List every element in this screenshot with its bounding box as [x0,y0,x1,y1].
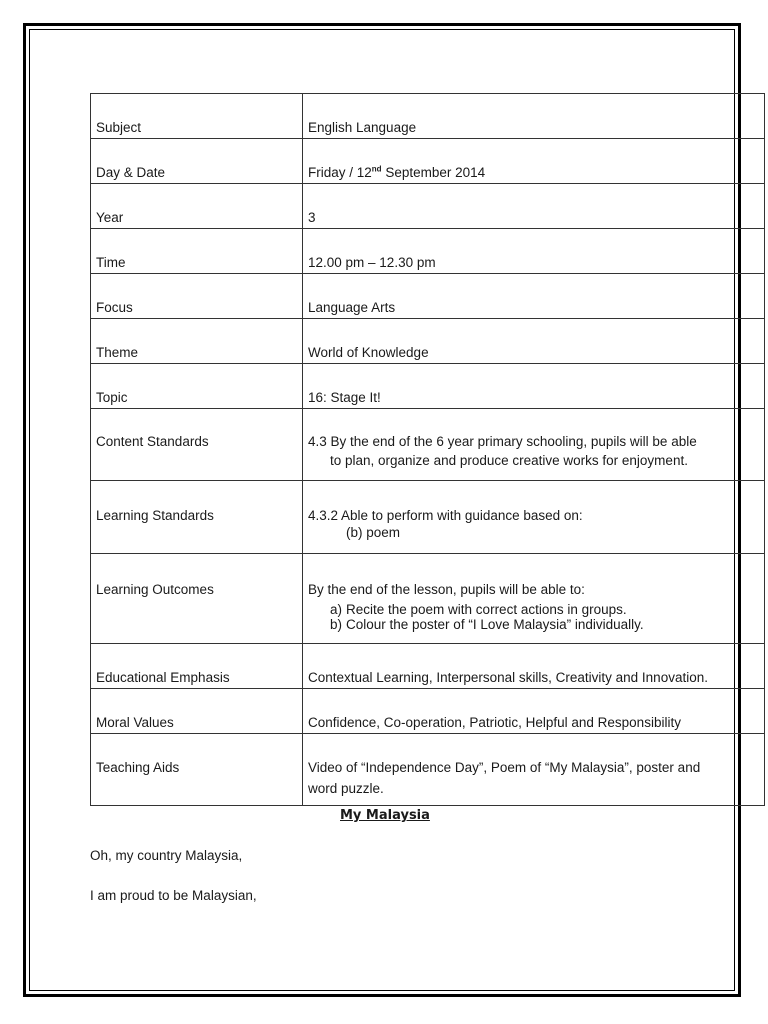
row-value: World of Knowledge [308,345,429,360]
label-cell [91,94,303,139]
value-cell [303,274,765,319]
date-text-rest: September 2014 [381,165,486,180]
value-cell [303,689,765,734]
value-cell [303,644,765,689]
value-cell [303,554,765,644]
row-label: Moral Values [96,715,174,730]
row-label: Educational Emphasis [96,670,230,685]
value-cell [303,94,765,139]
value-line: Video of “Independence Day”, Poem of “My Malaysia”, poster and [308,760,701,775]
row-value [308,409,759,468]
table-row-time [91,229,765,274]
row-label: Teaching Aids [96,760,180,775]
list-marker: a) [330,602,343,617]
label-cell [91,554,303,644]
row-value [308,554,759,632]
value-cell [303,364,765,409]
label-cell [91,644,303,689]
lesson-plan-table [90,93,765,806]
row-label: Subject [96,120,142,135]
row-label: Year [96,210,124,225]
value-cell [303,229,765,274]
row-label: Theme [96,345,139,360]
value-line: word puzzle. [308,781,384,796]
table-row-date [91,139,765,184]
label-cell [91,274,303,319]
row-value: 3 [308,210,316,225]
row-value: 16: Stage It! [308,390,381,405]
label-cell [91,481,303,554]
list-item-text: Colour the poster of “I Love Malaysia” individually. [346,617,644,632]
value-line: to plan, organize and produce creative works for enjoyment. [330,453,688,468]
row-label: Time [96,255,126,270]
row-value: 12.00 pm – 12.30 pm [308,255,436,270]
row-value: Language Arts [308,300,396,315]
table-row-learning-outcomes [91,554,765,644]
list-item-text: Recite the poem with correct actions in groups. [346,602,627,617]
row-label: Content Standards [96,434,209,449]
label-cell [91,734,303,806]
date-text: Friday / 12 [308,165,372,180]
label-cell [91,319,303,364]
value-cell [303,319,765,364]
value-cell [303,139,765,184]
row-value: English Language [308,120,417,135]
value-line: 4.3 By the end of the 6 year primary schooling, pupils will be able [308,434,697,449]
row-value [308,734,759,796]
outcomes-list [308,602,759,632]
table-row-teaching-aids [91,734,765,806]
table-row-learning-standards [91,481,765,554]
value-line: 4.3.2 Able to perform with guidance based on: [308,508,583,523]
value-cell [303,734,765,806]
value-cell [303,184,765,229]
row-value [308,481,759,540]
row-label: Topic [96,390,128,405]
label-cell [91,409,303,481]
row-label: Learning Standards [96,508,214,523]
row-value: Contextual Learning, Interpersonal skills, Creativity and Innovation. [308,670,708,685]
table-row-subject [91,94,765,139]
value-cell [303,409,765,481]
value-cell [303,481,765,554]
table-row-focus [91,274,765,319]
list-marker: b) [330,617,343,632]
table-row-year [91,184,765,229]
row-label: Focus [96,300,133,315]
label-cell [91,229,303,274]
date-ordinal-suffix: nd [371,164,382,174]
label-cell [91,689,303,734]
list-item [330,617,759,632]
poem-title: My Malaysia [340,808,430,823]
value-line: (b) poem [346,525,401,540]
row-label: Day & Date [96,165,166,180]
outcomes-intro: By the end of the lesson, pupils will be able to: [308,582,585,597]
list-item [330,602,759,617]
table-row-educational-emphasis [91,644,765,689]
label-cell [91,184,303,229]
row-value [308,139,759,180]
poem-line: I am proud to be Malaysian, [90,888,257,903]
table-row-content-standards [91,409,765,481]
table-row-topic [91,364,765,409]
row-value: Confidence, Co-operation, Patriotic, Helpful and Responsibility [308,715,681,730]
table-row-moral-values [91,689,765,734]
label-cell [91,139,303,184]
poem-line: Oh, my country Malaysia, [90,848,243,863]
label-cell [91,364,303,409]
table-row-theme [91,319,765,364]
row-label: Learning Outcomes [96,582,214,597]
